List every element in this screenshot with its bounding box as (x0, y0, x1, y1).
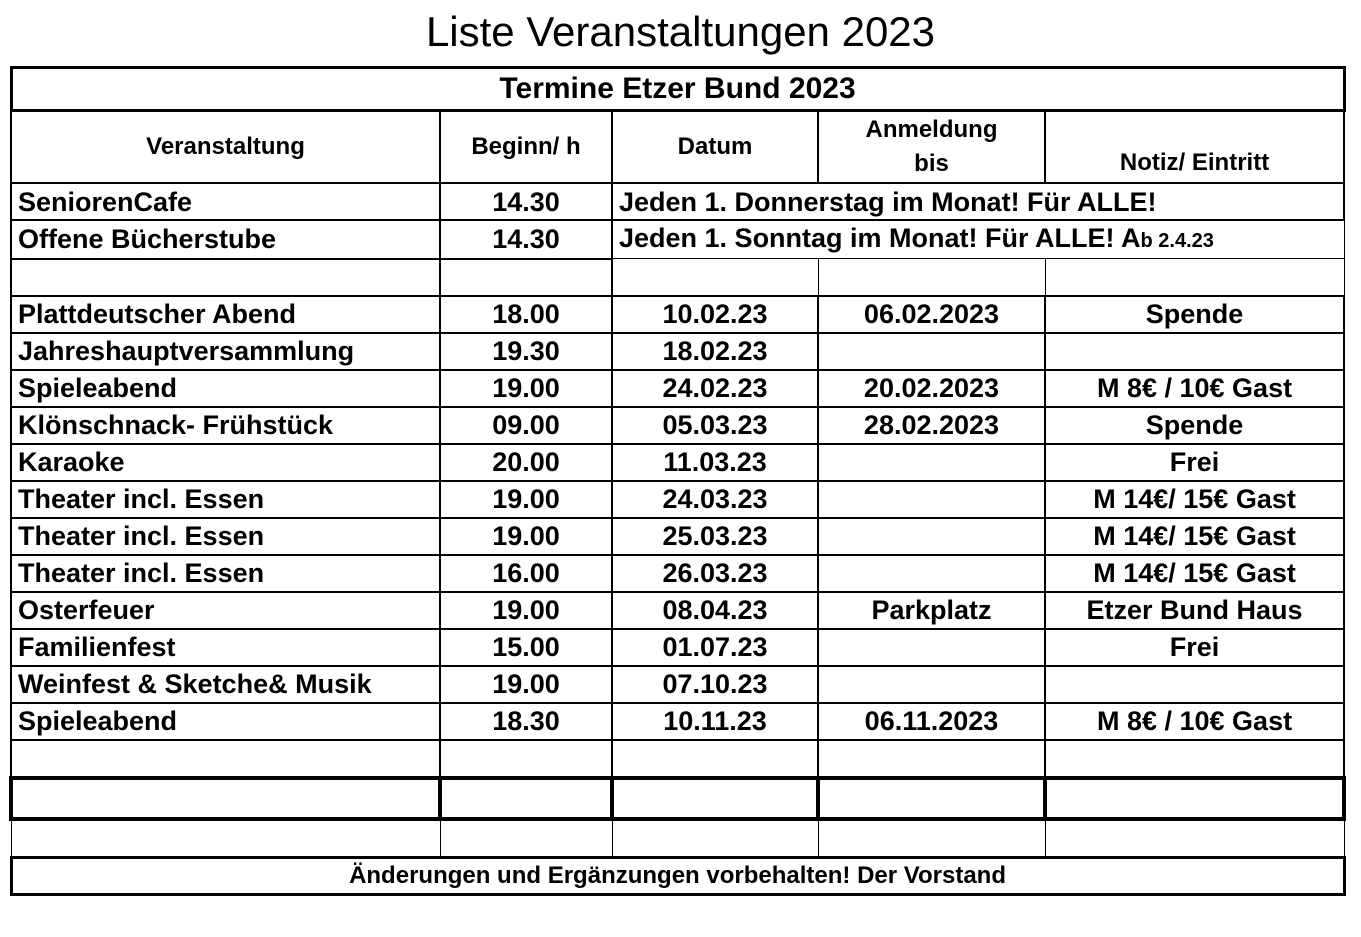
empty-cell (440, 819, 612, 858)
date-cell: 24.02.23 (612, 370, 818, 407)
recurring-note-suffix: b 2.4.23 (1140, 230, 1214, 252)
start-cell: 19.00 (440, 518, 612, 555)
empty-cell (1045, 740, 1344, 778)
date-cell: 10.11.23 (612, 703, 818, 740)
empty-cell (818, 740, 1045, 778)
start-cell: 19.00 (440, 666, 612, 703)
recurring-note: Jeden 1. Donnerstag im Monat! Für ALLE! (619, 186, 1157, 217)
empty-cell (440, 259, 612, 296)
start-cell: 19.30 (440, 333, 612, 370)
empty-cell (1045, 819, 1344, 858)
empty-cell (612, 819, 818, 858)
table-row (11, 407, 1344, 444)
note-cell: Frei (1045, 444, 1344, 481)
table-row (11, 333, 1344, 370)
header-date: Datum (612, 111, 818, 184)
empty-cell (440, 740, 612, 778)
event-cell: Jahreshauptversammlung (11, 333, 440, 370)
empty-row (11, 819, 1344, 858)
event-cell: Familienfest (11, 629, 440, 666)
start-cell: 19.00 (440, 370, 612, 407)
event-cell: Spieleabend (11, 703, 440, 740)
date-cell: 11.03.23 (612, 444, 818, 481)
note-cell: Etzer Bund Haus (1045, 592, 1344, 629)
note-cell (1045, 666, 1344, 703)
registration-cell (818, 666, 1045, 703)
registration-cell (818, 629, 1045, 666)
empty-cell (818, 819, 1045, 858)
empty-cell (818, 778, 1045, 819)
start-cell: 09.00 (440, 407, 612, 444)
note-cell: M 14€/ 15€ Gast (1045, 518, 1344, 555)
date-cell: 08.04.23 (612, 592, 818, 629)
note-cell: M 14€/ 15€ Gast (1045, 555, 1344, 592)
registration-cell: 28.02.2023 (818, 407, 1045, 444)
event-cell: Spieleabend (11, 370, 440, 407)
recurring-note-cell (612, 220, 1344, 259)
empty-cell (818, 259, 1045, 296)
header-registration-line1: Anmeldung (865, 116, 998, 143)
event-cell: Osterfeuer (11, 592, 440, 629)
date-cell: 07.10.23 (612, 666, 818, 703)
header-start: Beginn/ h (440, 111, 612, 184)
table-row (11, 555, 1344, 592)
table-row (11, 518, 1344, 555)
table-banner: Termine Etzer Bund 2023 (11, 68, 1344, 111)
table-row (11, 629, 1344, 666)
table-row (11, 592, 1344, 629)
header-registration (818, 111, 1045, 184)
note-cell: M 8€ / 10€ Gast (1045, 370, 1344, 407)
start-cell: 20.00 (440, 444, 612, 481)
footer-row (11, 857, 1344, 894)
table-row (11, 220, 1344, 259)
empty-cell (1045, 778, 1344, 819)
start-cell: 19.00 (440, 481, 612, 518)
page-title: Liste Veranstaltungen 2023 (425, 8, 936, 55)
event-cell: Klönschnack- Frühstück (11, 407, 440, 444)
start-cell: 15.00 (440, 629, 612, 666)
banner-row (11, 68, 1344, 111)
table-row (11, 444, 1344, 481)
date-cell: 10.02.23 (612, 296, 818, 333)
registration-cell (818, 444, 1045, 481)
registration-cell (818, 555, 1045, 592)
registration-cell: Parkplatz (818, 592, 1045, 629)
header-row (11, 111, 1344, 184)
table-row (11, 666, 1344, 703)
date-cell: 24.03.23 (612, 481, 818, 518)
table-row (11, 481, 1344, 518)
note-cell: Spende (1045, 407, 1344, 444)
event-cell: Plattdeutscher Abend (11, 296, 440, 333)
date-cell: 25.03.23 (612, 518, 818, 555)
table-row (11, 296, 1344, 333)
start-cell: 18.30 (440, 703, 612, 740)
table-row (11, 370, 1344, 407)
note-cell: M 8€ / 10€ Gast (1045, 703, 1344, 740)
event-cell: Weinfest & Sketche& Musik (11, 666, 440, 703)
date-cell: 18.02.23 (612, 333, 818, 370)
event-cell: Theater incl. Essen (11, 555, 440, 592)
registration-cell (818, 333, 1045, 370)
note-cell: Frei (1045, 629, 1344, 666)
empty-row (11, 778, 1344, 819)
header-registration-line2: bis (914, 150, 949, 177)
date-cell: 05.03.23 (612, 407, 818, 444)
header-event: Veranstaltung (11, 111, 440, 184)
table-row (11, 703, 1344, 740)
event-cell: Theater incl. Essen (11, 481, 440, 518)
date-cell: 01.07.23 (612, 629, 818, 666)
note-cell: M 14€/ 15€ Gast (1045, 481, 1344, 518)
empty-cell (11, 819, 440, 858)
recurring-note-cell (612, 183, 1344, 220)
empty-cell (440, 778, 612, 819)
date-cell: 26.03.23 (612, 555, 818, 592)
event-cell: SeniorenCafe (11, 183, 440, 220)
footer-note: Änderungen und Ergänzungen vorbehalten! Der Vorstand (11, 857, 1344, 894)
table-row (11, 183, 1344, 220)
start-cell: 16.00 (440, 555, 612, 592)
empty-cell (612, 778, 818, 819)
empty-row (11, 259, 1344, 296)
registration-cell (818, 518, 1045, 555)
note-cell: Spende (1045, 296, 1344, 333)
empty-cell (11, 740, 440, 778)
start-cell: 14.30 (440, 220, 612, 259)
events-table (9, 66, 1346, 896)
event-cell: Offene Bücherstube (11, 220, 440, 259)
note-cell (1045, 333, 1344, 370)
empty-cell (612, 740, 818, 778)
empty-cell (11, 778, 440, 819)
registration-cell: 06.11.2023 (818, 703, 1045, 740)
registration-cell (818, 481, 1045, 518)
header-note: Notiz/ Eintritt (1045, 111, 1344, 184)
empty-cell (11, 259, 440, 296)
recurring-note: Jeden 1. Sonntag im Monat! Für ALLE! A (619, 223, 1141, 253)
empty-row (11, 740, 1344, 778)
registration-cell: 06.02.2023 (818, 296, 1045, 333)
empty-cell (612, 259, 818, 296)
event-cell: Theater incl. Essen (11, 518, 440, 555)
event-cell: Karaoke (11, 444, 440, 481)
registration-cell: 20.02.2023 (818, 370, 1045, 407)
empty-cell (1045, 259, 1344, 296)
start-cell: 14.30 (440, 183, 612, 220)
start-cell: 18.00 (440, 296, 612, 333)
start-cell: 19.00 (440, 592, 612, 629)
